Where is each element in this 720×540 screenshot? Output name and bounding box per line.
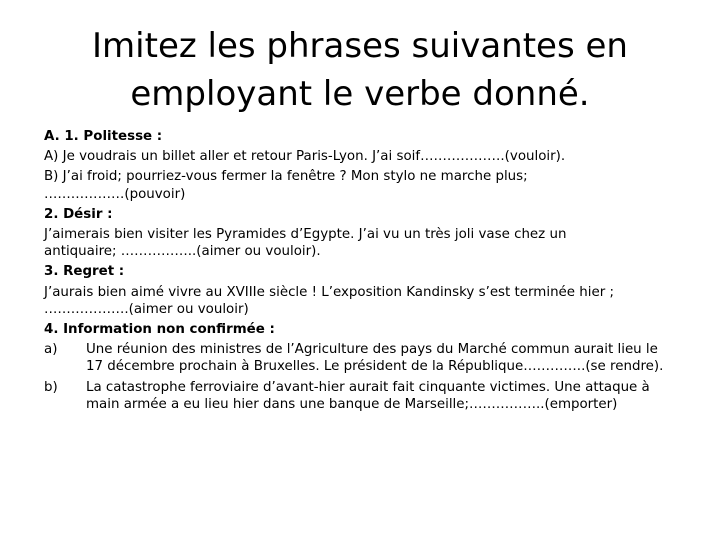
- item-a-line-1: Une réunion des ministres de l’Agriculture des pays du Marché commun aurait: [86, 342, 614, 358]
- item-b-line-1: La catastrophe ferroviaire d’avant-hier aurait fait cinquante victimes. Une: [86, 379, 581, 395]
- section-4-heading: 4. Information non confirmée :: [44, 322, 275, 338]
- exercise-body: [44, 128, 674, 416]
- list-item-a: [44, 341, 674, 375]
- title-line-1: Imitez les phrases suivantes en: [92, 26, 628, 66]
- section-1-line-b-start: B) J’ai froid; pourriez-vous fermer la fenêtre ? Mon stylo ne marche plus;: [44, 169, 528, 185]
- section-1-line-b-cont: ………………(pouvoir): [44, 186, 186, 202]
- item-a-line-2: lieu le 17 décembre prochain à Bruxelles. Le président de la: [86, 342, 658, 375]
- list-marker-b: b): [44, 379, 58, 395]
- item-b-line-3: Marseille;……………..(emporter): [404, 396, 618, 412]
- section-2-text: [44, 226, 674, 260]
- section-1-line-a: A) Je voudrais un billet aller et retour Paris-Lyon. J’ai soif……………….(vouloir).: [44, 149, 566, 165]
- section-3-line-cont: ……………….(aimer ou vouloir): [44, 301, 249, 317]
- section-1-line-b: [44, 168, 674, 202]
- section-2-heading: 2. Désir :: [44, 206, 113, 222]
- section-3-line: J’aurais bien aimé vivre au XVIIIe siècle ! L’exposition Kandinsky s’est terminée hier ;: [44, 284, 615, 300]
- item-b-line-2: attaque à main armée a eu lieu hier dans une banque de: [86, 379, 650, 412]
- section-2-line: J’aimerais bien visiter les Pyramides d’Egypte. J’ai vu un très joli vase chez un: [44, 227, 567, 243]
- section-3-text: [44, 284, 674, 318]
- section-1-heading: A. 1. Politesse :: [44, 129, 163, 144]
- title-line-2: employant le verbe donné.: [130, 74, 590, 114]
- item-a-line-3: République…………..(se rendre).: [448, 359, 664, 375]
- list-marker-a: a): [44, 342, 58, 358]
- slide-title: [60, 22, 660, 118]
- list-item-b: [44, 379, 674, 413]
- section-2-line-cont: antiquaire; ……………..(aimer ou vouloir).: [44, 244, 321, 260]
- section-3-heading: 3. Regret :: [44, 264, 125, 280]
